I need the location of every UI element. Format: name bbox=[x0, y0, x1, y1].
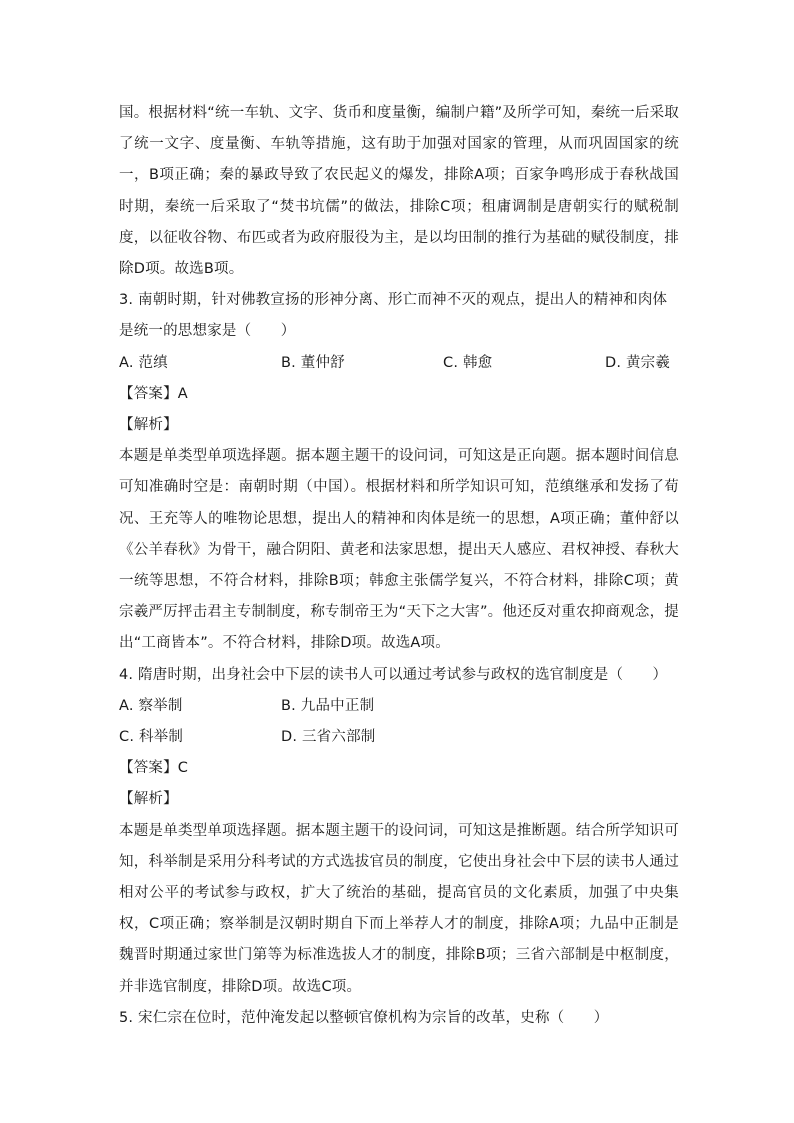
question-4-stem: 4. 隋唐时期，出身社会中下层的读书人可以通过考试参与政权的选官制度是（ ） bbox=[119, 666, 668, 683]
question-4-option-c: C. 科举制 bbox=[119, 729, 184, 746]
question-3-analysis: 本题是单类型单项选择题。据本题主题干的设问词，可知这是正向题。据本题时间信息可知准确时空是：南朝时期（中国）。根据材料和所学知识可知，范缜继承和发扬了荀况、王充等人的唯物论思想，提出人的精神和肉体是统一的思想，A项正确；董仲舒以《公羊春秋》为骨干，融合阴阳、黄老和法家思想，提出天人感应、君权神授、春秋大一统等思想，不符合材料，排除B项；韩愈主张儒学复兴，不符合材料，排除C项；黄宗羲严厉抨击君主专制制度，称专制帝王为“天下之大害”。他还反对重农抑商观念，提出“工商皆本”。不符合材料，排除D项。故选A项。 bbox=[119, 448, 679, 652]
question-4-options-row-2 bbox=[119, 722, 679, 753]
continuation-paragraph: 国。根据材料“统一车轨、文字、货币和度量衡，编制户籍”及所学可知，秦统一后采取了统一文字、度量衡、车轨等措施，这有助于加强对国家的管理，从而巩固国家的统一，B项正确；秦的暴政导致了农民起义的爆发，排除A项；百家争鸣形成于春秋战国时期，秦统一后采取了“焚书坑儒”的做法，排除C项；租庸调制是唐朝实行的赋税制度，以征收谷物、布匹或者为政府服役为主，是以均田制的推行为基础的赋役制度，排除D项。故选B项。 bbox=[119, 105, 679, 278]
question-3-answer: 【答案】A bbox=[119, 385, 188, 402]
question-3-option-d: D. 黄宗羲 bbox=[605, 354, 671, 371]
question-3-options bbox=[119, 348, 679, 379]
document-content bbox=[119, 98, 679, 1034]
question-4-option-b: B. 九品中正制 bbox=[281, 697, 375, 714]
question-4-option-a: A. 察举制 bbox=[119, 697, 183, 714]
question-5-stem: 5. 宋仁宗在位时，范仲淹发起以整顿官僚机构为宗旨的改革，史称（ ） bbox=[119, 1009, 609, 1026]
question-4-analysis-label: 【解析】 bbox=[119, 791, 178, 808]
question-3-analysis-label: 【解析】 bbox=[119, 417, 178, 434]
question-3-option-b: B. 董仲舒 bbox=[281, 354, 345, 371]
question-3-option-c: C. 韩愈 bbox=[443, 354, 493, 371]
question-4-option-d: D. 三省六部制 bbox=[281, 729, 376, 746]
question-4-analysis: 本题是单类型单项选择题。据本题主题干的设问词，可知这是推断题。结合所学知识可知，科举制是采用分科考试的方式选拔官员的制度，它使出身社会中下层的读书人通过相对公平的考试参与政权，扩大了统治的基础，提高官员的文化素质，加强了中央集权，C项正确；察举制是汉朝时期自下而上举荐人才的制度，排除A项；九品中正制是魏晋时期通过家世门第等为标准选拔人才的制度，排除B项；三省六部制是中枢制度，并非选官制度，排除D项。故选C项。 bbox=[119, 822, 679, 995]
question-3-option-a: A. 范缜 bbox=[119, 354, 168, 371]
question-4-options-row-1 bbox=[119, 691, 679, 722]
question-3-stem: 3. 南朝时期，针对佛教宣扬的形神分离、形亡而神不灭的观点，提出人的精神和肉体是统一的思想家是（ ） bbox=[119, 292, 668, 340]
question-4-answer: 【答案】C bbox=[119, 760, 189, 777]
